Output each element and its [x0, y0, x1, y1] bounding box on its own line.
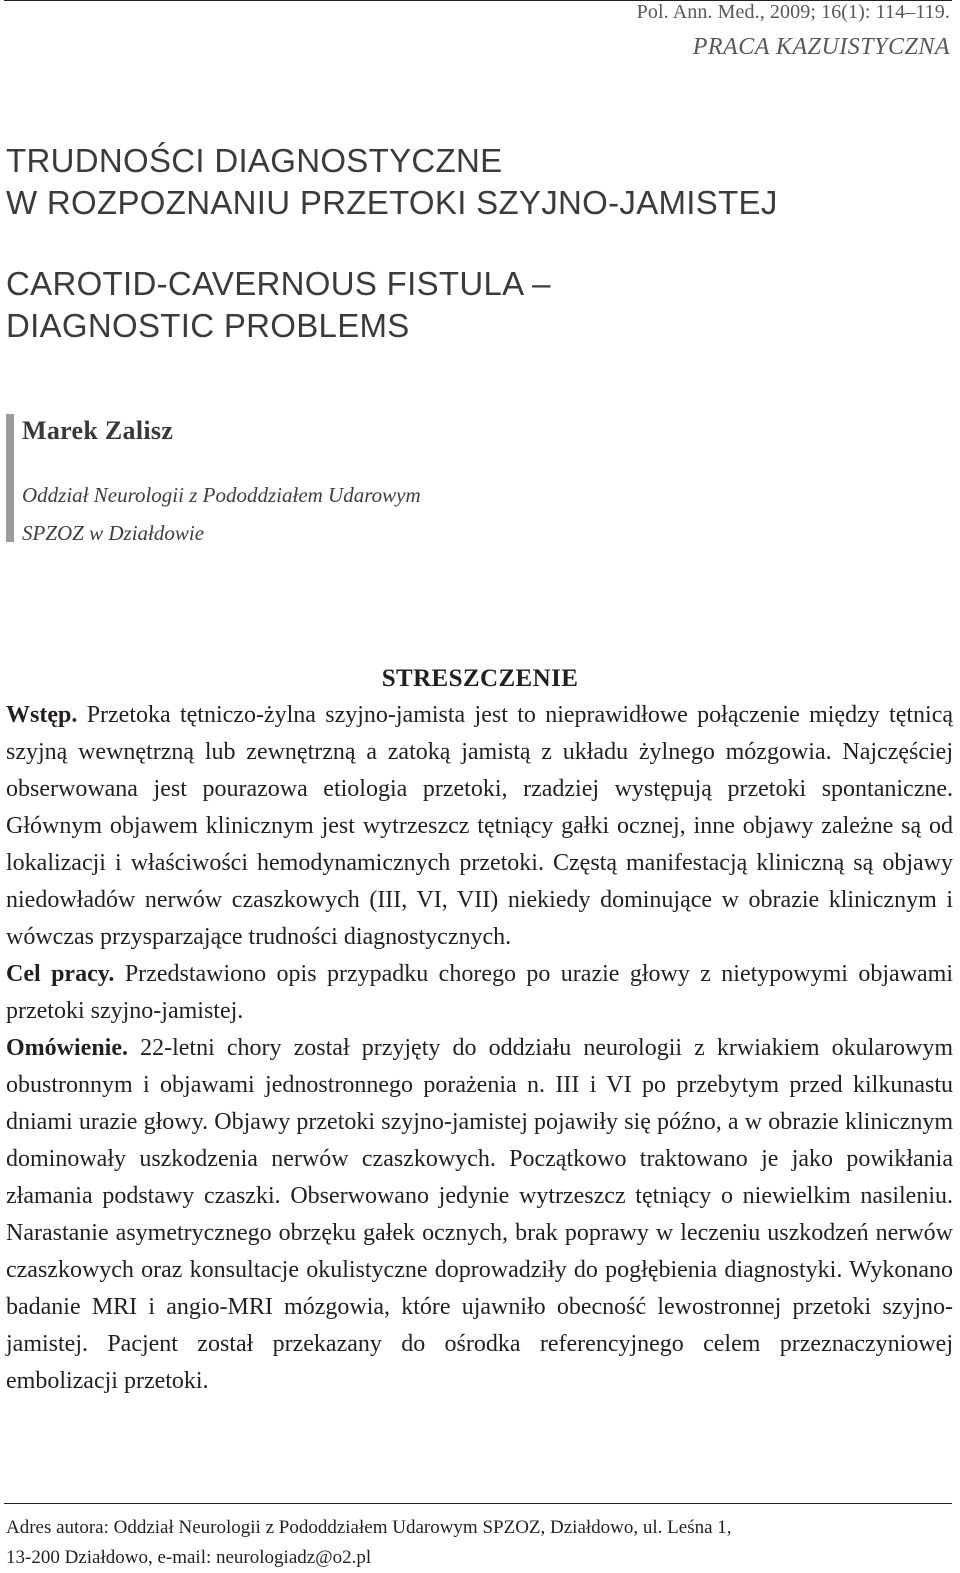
section-label-introduction: Wstęp.: [6, 702, 78, 728]
affiliation-line-2: SPZOZ w Działdowie: [22, 521, 205, 545]
journal-citation: Pol. Ann. Med., 2009; 16(1): 114–119.: [636, 1, 950, 23]
article-type-label: PRACA KAZUISTYCZNA: [692, 34, 950, 60]
section-text-discussion: 22-letni chory został przyjęty do oddziału neurologii z krwiakiem okularowym obustronnym i objawami jednostronnego porażenia n. III i VI po przebytym przed kilkunastu dniami urazie głowy. Objawy przetoki szyjno-jamistej pojawiły się późno, a w obrazie klinicznym dominowały uszkodzenia nerwów czaszkowych. Początkowo traktowano je jako powikłania złamania podstawy czaszki. Obserwowano jedynie wytrzeszcz tętniący o niewielkim nasileniu. Narastanie asymetrycznego obrzęku gałek ocznych, brak poprawy w leczeniu uszkodzeń nerwów czaszkowych oraz konsultacje okulistyczne doprowadziły do pogłębienia diagnostyki. Wykonano badanie MRI i angio-MRI mózgowia, które ujawniło obecność lewostronnej przetoki szyjno-jamistej. Pacjent został przekazany do ośrodka referencyjnego celem przeznaczyniowej embolizacji przetoki.: [6, 1035, 953, 1394]
author-address: [6, 1513, 946, 1573]
abstract-paragraph-aim: [6, 956, 953, 1030]
section-text-introduction: Przetoka tętniczo-żylna szyjno-jamista jest to nieprawidłowe połączenie między tętnicą szyjną wewnętrzną lub zewnętrzną a zatoką jamistą z układu żylnego mózgowia. Najczęściej obserwowana jest pourazowa etiologia przetoki, rzadziej występują przetoki spontaniczne. Głównym objawem klinicznym jest wytrzeszcz tętniący gałki ocznej, inne objawy zależne są od lokalizacji i właściwości hemodynamicznych przetoki. Częstą manifestacją kliniczną są objawy niedowładów nerwów czaszkowych (III, VI, VII) niekiedy dominujące w obrazie klinicznym i wówczas przysparzające trudności diagnostycznych.: [6, 702, 954, 950]
affiliation-line-1: Oddział Neurologii z Pododdziałem Udarowym: [22, 483, 421, 507]
section-label-discussion: Omówienie.: [6, 1035, 128, 1061]
abstract-body: [6, 697, 953, 1400]
section-text-aim: Przedstawiono opis przypadku chorego po urazie głowy z nietypowymi objawami przetoki szyjno-jamistej.: [6, 961, 954, 1024]
address-line-1: Adres autora: Oddział Neurologii z Pododdziałem Udarowym SPZOZ, Działdowo, ul. Leśna 1,: [6, 1517, 732, 1538]
title-english: [6, 263, 946, 347]
abstract-heading-text: STRESZCZENIE: [381, 665, 579, 692]
section-label-aim: Cel pracy.: [6, 961, 115, 987]
title-polish: [6, 140, 946, 224]
title-english-line-1: CAROTID-CAVERNOUS FISTULA –: [6, 265, 551, 302]
author-block: [6, 414, 706, 545]
abstract-paragraph-introduction: [6, 697, 953, 956]
author-affiliation: [22, 476, 421, 552]
author-accent-bar: [6, 414, 14, 542]
title-polish-line-2: W ROZPOZNANIU PRZETOKI SZYJNO-JAMISTEJ: [6, 184, 778, 221]
footer-rule: [4, 1503, 952, 1504]
title-english-line-2: DIAGNOSTIC PROBLEMS: [6, 307, 410, 344]
abstract-paragraph-discussion: [6, 1030, 953, 1400]
abstract-heading: [0, 662, 960, 696]
author-name: Marek Zalisz: [22, 416, 174, 445]
address-line-2: 13-200 Działdowo, e-mail: neurologiadz@o2.pl: [6, 1547, 372, 1568]
title-polish-line-1: TRUDNOŚCI DIAGNOSTYCZNE: [6, 142, 503, 179]
